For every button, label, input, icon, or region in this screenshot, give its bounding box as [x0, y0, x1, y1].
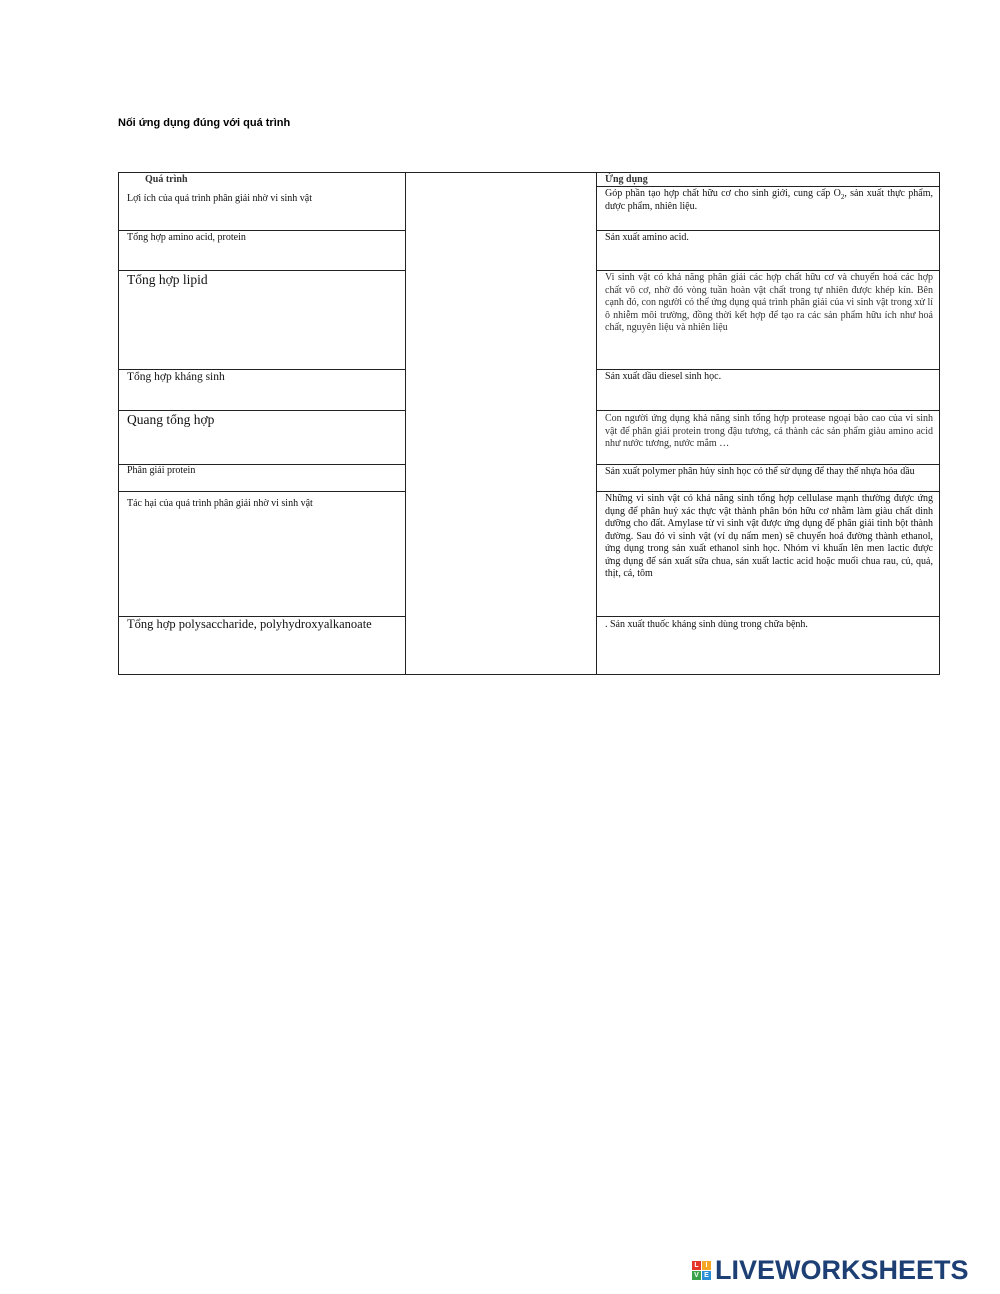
matching-table — [118, 172, 940, 675]
row-divider — [596, 369, 939, 370]
application-item[interactable]: . Sản xuất thuốc kháng sinh dùng trong chữa bệnh. — [605, 619, 808, 630]
logo-mark-icon: L I V E — [692, 1261, 711, 1280]
application-item[interactable]: Vi sinh vật có khả năng phân giải các hợp chất hữu cơ và chuyển hoá các hợp chất vô cơ, nhờ đó vòng tuần hoàn vật chất trong tự nhiên được khép kín. Bên cạnh đó, con người có thể ứng dụng quá trình phân giải của vi sinh vật trong xử lí ô nhiễm môi trường, đồng thời kết hợp để tạo ra các sản phẩm hữu ích như hoá chất, nguyên liệu và nhiên liệu — [605, 272, 933, 333]
process-item[interactable]: Tổng hợp kháng sinh — [127, 371, 225, 383]
row-divider — [596, 491, 939, 492]
row-divider — [596, 410, 939, 411]
application-item[interactable]: Góp phần tạo hợp chất hữu cơ cho sinh giới, cung cấp $O_2$, sản xuất thực phẩm, dược phẩm, nhiên liệu. — [605, 188, 933, 212]
page-title: Nối ứng dụng đúng với quá trình — [118, 117, 291, 129]
row-divider — [119, 270, 406, 271]
row-divider — [596, 270, 939, 271]
liveworksheets-logo — [692, 1254, 992, 1286]
process-item[interactable]: Phân giải protein — [127, 465, 196, 476]
application-item[interactable]: Sản xuất amino acid. — [605, 232, 689, 243]
header-application: Ứng dụng — [605, 174, 648, 185]
row-divider — [596, 464, 939, 465]
row-divider — [119, 491, 406, 492]
process-item[interactable]: Quang tổng hợp — [127, 412, 215, 427]
application-item[interactable]: Sản xuất polymer phân hủy sinh học có thể sử dụng để thay thế nhựa hóa dầu — [605, 466, 915, 477]
application-item[interactable]: Sản xuất dầu diesel sinh học. — [605, 371, 722, 382]
row-divider — [596, 616, 939, 617]
process-item[interactable]: Tổng hợp amino acid, protein — [127, 232, 246, 243]
process-item[interactable]: Tổng hợp polysaccharide, polyhydroxyalkanoate — [127, 617, 372, 631]
application-item[interactable]: Những vi sinh vật có khả năng sinh tổng hợp cellulase mạnh thường được ứng dụng để phân huỷ xác thực vật thành phân bón hữu cơ nhằm làm giàu chất dinh dưỡng cho đất. Amylase từ vi sinh vật được ứng dụng để phân giải tinh bột thành đường. Sau đó vi sinh vật (ví dụ nấm men) sẽ chuyển hoá đường thành ethanol, ứng dụng trong sản xuất ethanol sinh học. Nhóm vi khuẩn lên men lactic được ứng dụng để sản xuất sữa chua, sản xuất lactic acid hoặc muối chua rau, củ, quả, thịt, cá, tôm — [605, 493, 933, 579]
process-item[interactable]: Tác hại của quá trình phân giải nhờ vi sinh vật — [127, 498, 313, 509]
column-divider-right — [596, 173, 597, 674]
process-item[interactable]: Lợi ích của quá trình phân giải nhờ vi sinh vật — [127, 193, 312, 204]
header-process: Quá trình — [145, 174, 188, 185]
process-item[interactable]: Tổng hợp lipid — [127, 272, 208, 287]
logo-text: LIVEWORKSHEETS — [715, 1254, 969, 1285]
row-divider — [119, 410, 406, 411]
application-item[interactable]: Con người ứng dụng khả năng sinh tổng hợp protease ngoại bào cao của vi sinh vật để phân giải protein trong đậu tương, cá thành các sản phẩm giàu amino acid như nước tương, nước mắm … — [605, 413, 933, 449]
row-divider — [119, 230, 406, 231]
column-divider-left — [405, 173, 406, 674]
row-divider — [596, 230, 939, 231]
